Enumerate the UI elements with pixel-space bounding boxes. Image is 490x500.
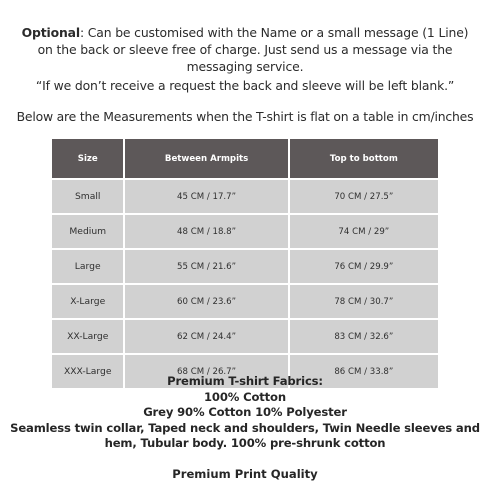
armpits-cell: 48 CM / 18.8” xyxy=(125,213,289,248)
size-cell: XX-Large xyxy=(52,318,125,353)
blank-notice: “If we don’t receive a request the back and sleeve will be left blank.” xyxy=(35,78,455,93)
customisation-note xyxy=(14,24,476,75)
table-row xyxy=(52,213,438,248)
armpits-cell: 55 CM / 21.6” xyxy=(125,248,289,283)
customisation-text: : Can be customised with the Name or a small message (1 Line) on the back or sleeve free of charge. Just send us a message via the messaging service. xyxy=(37,25,469,74)
table-row xyxy=(52,283,438,318)
fabric-details xyxy=(4,374,486,452)
fabric-line: 100% Cotton xyxy=(204,389,286,404)
length-cell: 83 CM / 32.6” xyxy=(290,318,438,353)
size-chart-table xyxy=(52,139,438,388)
fabrics-heading: Premium T-shirt Fabrics: xyxy=(167,374,323,388)
header-top-to-bottom: Top to bottom xyxy=(290,139,438,178)
armpits-cell: 60 CM / 23.6” xyxy=(125,283,289,318)
length-cell: 74 CM / 29” xyxy=(290,213,438,248)
size-cell: Small xyxy=(52,178,125,213)
table-header-row xyxy=(52,139,438,178)
size-cell: XXX-Large xyxy=(52,353,125,388)
armpits-cell: 68 CM / 26.7” xyxy=(125,353,289,388)
optional-label: Optional xyxy=(21,25,80,40)
armpits-cell: 62 CM / 24.4” xyxy=(125,318,289,353)
fabric-line: hem, Tubular body. 100% pre-shrunk cotton xyxy=(104,436,386,451)
fabric-line: Grey 90% Cotton 10% Polyester xyxy=(143,405,347,420)
measurement-note: Below are the Measurements when the T-shirt is flat on a table in cm/inches xyxy=(16,109,474,124)
size-cell: X-Large xyxy=(52,283,125,318)
armpits-cell: 45 CM / 17.7” xyxy=(125,178,289,213)
header-between-armpits: Between Armpits xyxy=(125,139,289,178)
table-row xyxy=(52,248,438,283)
size-cell: Large xyxy=(52,248,125,283)
length-cell: 76 CM / 29.9” xyxy=(290,248,438,283)
length-cell: 78 CM / 30.7” xyxy=(290,283,438,318)
header-size: Size xyxy=(52,139,125,178)
size-cell: Medium xyxy=(52,213,125,248)
table-row xyxy=(52,318,438,353)
length-cell: 86 CM / 33.8” xyxy=(290,353,438,388)
table-row xyxy=(52,178,438,213)
fabric-line: Seamless twin collar, Taped neck and shoulders, Twin Needle sleeves and xyxy=(10,420,480,435)
print-quality-note: Premium Print Quality xyxy=(172,467,318,481)
length-cell: 70 CM / 27.5” xyxy=(290,178,438,213)
